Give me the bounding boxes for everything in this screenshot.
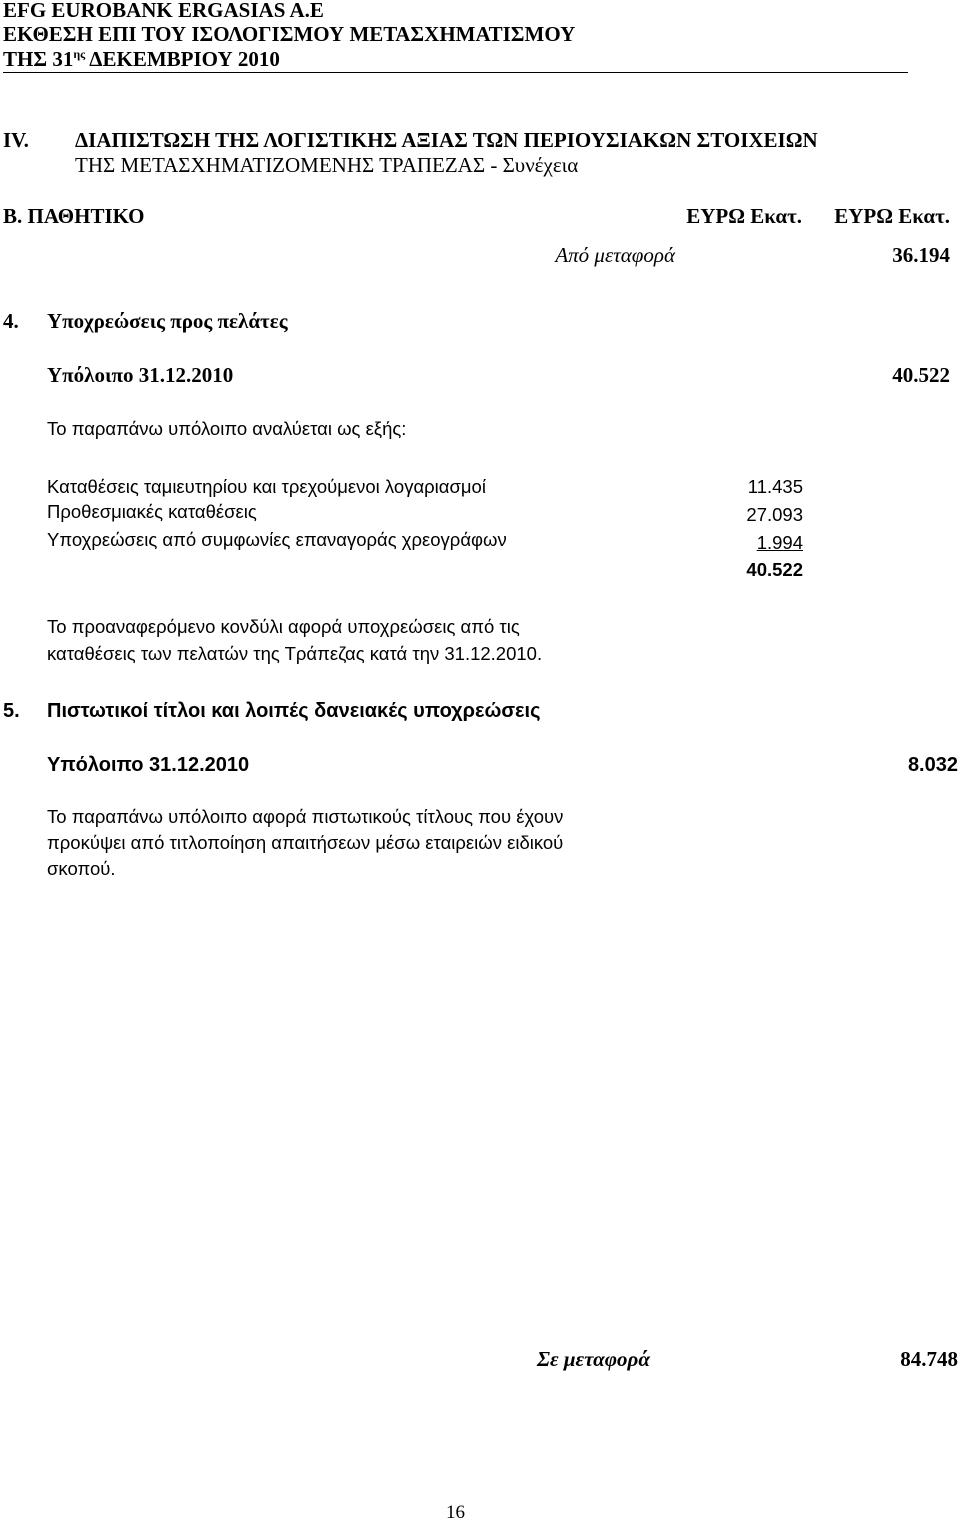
breakdown-row-value: 11.435 <box>747 476 803 497</box>
item4-note-line1: Το προαναφερόμενο κονδύλι αφορά υποχρεώσεις από τις <box>47 616 520 637</box>
item5-note-line1: Το παραπάνω υπόλοιπο αφορά πιστωτικούς τίτλους που έχουν <box>47 806 564 827</box>
carried-forward-label: Από μεταφορά <box>555 243 675 267</box>
item4-note-line2: καταθέσεις των πελατών της Τράπεζας κατά την 31.12.2010. <box>47 643 543 664</box>
subsection-title: B. ΠΑΘΗΤΙΚΟ <box>3 204 145 228</box>
breakdown-total: 40.522 <box>746 559 803 580</box>
carry-to-value: 84.748 <box>900 1347 958 1371</box>
column-header-1: ΕΥΡΩ Εκατ. <box>686 204 802 228</box>
section-title-line1: ΔΙΑΠΙΣΤΩΣΗ ΤΗΣ ΛΟΓΙΣΤΙΚΗΣ ΑΞΙΑΣ ΤΩΝ ΠΕΡΙΟΥΣΙΑΚΩΝ ΣΤΟΙΧΕΙΩΝ <box>75 128 818 152</box>
breakdown-row-value: 1.994 <box>756 532 803 553</box>
item4-number: 4. <box>3 309 19 333</box>
breakdown-row-label: Υποχρεώσεις από συμφωνίες επαναγοράς χρεογράφων <box>47 529 507 550</box>
column-header-2: ΕΥΡΩ Εκατ. <box>834 204 950 228</box>
report-title: ΕΚΘΕΣΗ ΕΠΙ ΤΟΥ ΙΣΟΛΟΓΙΣΜΟΥ ΜΕΤΑΣΧΗΜΑΤΙΣΜΟΥ <box>3 22 576 46</box>
item5-balance-label: Υπόλοιπο 31.12.2010 <box>47 754 250 776</box>
carried-forward-value: 36.194 <box>892 243 950 267</box>
item5-note-line3: σκοπού. <box>47 858 116 879</box>
item5-number: 5. <box>3 700 20 722</box>
item5-title: Πιστωτικοί τίτλοι και λοιπές δανειακές υποχρεώσεις <box>47 700 541 722</box>
breakdown-row-label: Προθεσμιακές καταθέσεις <box>47 501 257 522</box>
header-divider <box>3 72 908 73</box>
item4-title: Υποχρεώσεις προς πελάτες <box>47 309 288 333</box>
breakdown-row-label: Καταθέσεις ταμιευτηρίου και τρεχούμενοι λογαριασμοί <box>47 476 486 497</box>
item4-breakdown-intro: Το παραπάνω υπόλοιπο αναλύεται ως εξής: <box>47 418 407 439</box>
item5-balance-value: 8.032 <box>907 754 958 776</box>
breakdown-row-value: 27.093 <box>746 504 803 525</box>
report-date: ΤΗΣ $31^{\eta\varsigma}$ ΔΕΚΕΜΒΡΙΟΥ 2010 <box>3 47 280 71</box>
item4-balance-value: 40.522 <box>892 363 950 387</box>
section-title-line2: ΤΗΣ ΜΕΤΑΣΧΗΜΑΤΙΖΟΜΕΝΗΣ ΤΡΑΠΕΖΑΣ - Συνέχεια <box>75 153 579 177</box>
item5-note-line2: προκύψει από τιτλοποίηση απαιτήσεων μέσω εταιρειών ειδικού <box>47 832 564 853</box>
report-company-name: EFG EUROBANK ERGASIAS A.E <box>3 0 324 22</box>
item4-balance-label: Υπόλοιπο 31.12.2010 <box>47 363 234 387</box>
section-number: IV. <box>3 128 29 152</box>
page-number: 16 <box>446 1502 465 1523</box>
carry-to-label: Σε μεταφορά <box>536 1347 650 1371</box>
